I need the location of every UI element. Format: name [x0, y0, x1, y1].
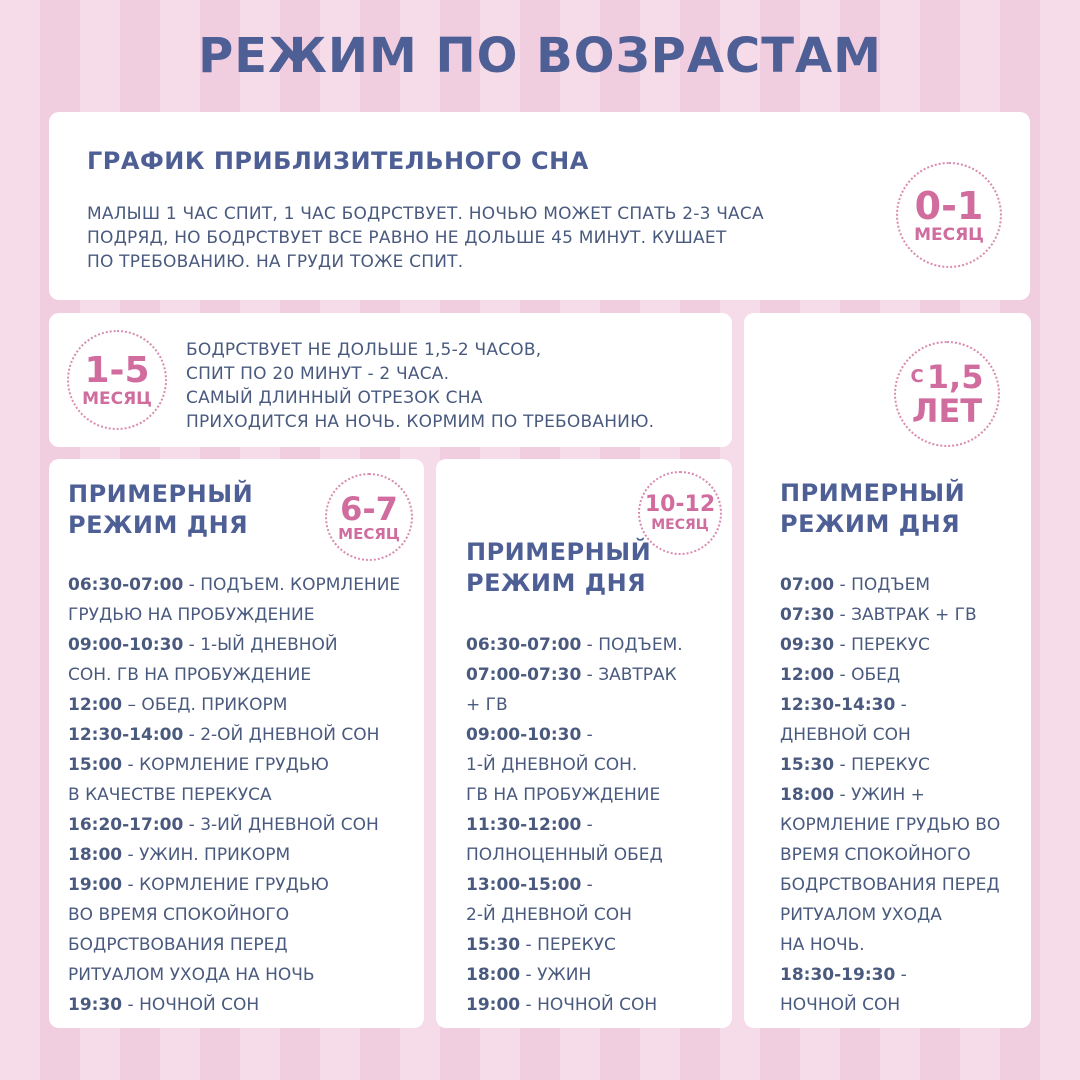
card-1-5-line: САМЫЙ ДЛИННЫЙ ОТРЕЗОК СНА — [186, 388, 483, 408]
schedule-list — [68, 570, 400, 1020]
schedule-description: - ПЕРЕКУС — [834, 635, 930, 655]
schedule-list — [780, 570, 1000, 1020]
heading-line: РЕЖИМ ДНЯ — [466, 569, 647, 597]
heading-line: ПРИМЕРНЫЙ — [466, 538, 652, 566]
schedule-time: 11:30-12:00 — [466, 815, 582, 835]
schedule-line — [466, 690, 683, 720]
schedule-line — [68, 660, 400, 690]
schedule-line — [780, 570, 1000, 600]
schedule-description: БОДРСТВОВАНИЯ ПЕРЕД — [68, 935, 288, 955]
schedule-line — [68, 780, 400, 810]
schedule-description: - ПОДЪЕМ. — [581, 635, 683, 655]
schedule-description: - ЗАВТРАК + ГВ — [834, 605, 977, 625]
schedule-time: 09:00-10:30 — [466, 725, 582, 745]
badge-number: 1-5 — [84, 349, 150, 391]
schedule-description: ВО ВРЕМЯ СПОКОЙНОГО — [68, 905, 290, 925]
schedule-description: РИТУАЛОМ УХОДА — [780, 905, 942, 925]
age-badge-1-5-years — [894, 341, 1000, 447]
schedule-description: - ОБЕД — [834, 665, 901, 685]
schedule-description: ВРЕМЯ СПОКОЙНОГО — [780, 845, 971, 865]
schedule-description: - ПОДЪЕМ. КОРМЛЕНИЕ — [183, 575, 401, 595]
schedule-line — [780, 630, 1000, 660]
schedule-line — [780, 990, 1000, 1020]
schedule-line — [68, 630, 400, 660]
schedule-line — [68, 840, 400, 870]
schedule-description: 2-Й ДНЕВНОЙ СОН — [466, 905, 632, 925]
badge-unit: МЕСЯЦ — [338, 524, 400, 543]
schedule-time: 07:00 — [780, 575, 835, 595]
schedule-line — [780, 960, 1000, 990]
age-badge-1-5 — [67, 330, 167, 430]
schedule-description: ГРУДЬЮ НА ПРОБУЖДЕНИЕ — [68, 605, 315, 625]
schedule-description: - УЖИН — [520, 965, 592, 985]
schedule-line — [68, 750, 400, 780]
schedule-time: 07:30 — [780, 605, 835, 625]
card-1-5-line: ПРИХОДИТСЯ НА НОЧЬ. КОРМИМ ПО ТРЕБОВАНИЮ. — [186, 412, 655, 432]
schedule-line — [780, 930, 1000, 960]
schedule-time: 13:00-15:00 — [466, 875, 582, 895]
schedule-line — [68, 600, 400, 630]
schedule-time: 07:00-07:30 — [466, 665, 582, 685]
schedule-line — [780, 870, 1000, 900]
schedule-time: 19:00 — [68, 875, 123, 895]
schedule-description: НОЧНОЙ СОН — [780, 995, 901, 1015]
schedule-line — [466, 840, 683, 870]
schedule-description: – ОБЕД. ПРИКОРМ — [122, 695, 288, 715]
schedule-time: 18:00 — [780, 785, 835, 805]
heading-line: РЕЖИМ ДНЯ — [68, 511, 249, 539]
badge-number: 1,5 — [926, 358, 984, 396]
schedule-line — [466, 660, 683, 690]
card-1-5-years — [744, 313, 1031, 1028]
heading-line: ПРИМЕРНЫЙ — [68, 480, 254, 508]
badge-unit: ЛЕТ — [911, 392, 983, 430]
schedule-line — [780, 720, 1000, 750]
schedule-description: - ПЕРЕКУС — [520, 935, 616, 955]
schedule-time: 16:20-17:00 — [68, 815, 184, 835]
card-1-5-text — [186, 338, 726, 434]
schedule-time: 12:00 — [68, 695, 123, 715]
schedule-description: - УЖИН. ПРИКОРМ — [122, 845, 291, 865]
schedule-description: ГВ НА ПРОБУЖДЕНИЕ — [466, 785, 661, 805]
badge-number: 0-1 — [914, 183, 984, 228]
badge-number: 6-7 — [340, 489, 398, 528]
schedule-description: - КОРМЛЕНИЕ ГРУДЬЮ — [122, 755, 329, 775]
badge-number: 10-12 — [644, 492, 716, 517]
page-title: РЕЖИМ ПО ВОЗРАСТАМ — [198, 28, 882, 84]
schedule-description: - ЗАВТРАК — [581, 665, 677, 685]
card-0-1-line: МАЛЫШ 1 ЧАС СПИТ, 1 ЧАС БОДРСТВУЕТ. НОЧЬЮ МОЖЕТ СПАТЬ 2-3 ЧАСА — [87, 204, 764, 224]
schedule-time: 15:30 — [466, 935, 521, 955]
schedule-line — [466, 630, 683, 660]
schedule-description: + ГВ — [466, 695, 508, 715]
badge-unit: МЕСЯЦ — [914, 224, 984, 245]
schedule-line — [68, 810, 400, 840]
schedule-time: 18:00 — [68, 845, 123, 865]
schedule-time: 19:30 — [68, 995, 123, 1015]
schedule-description: - НОЧНОЙ СОН — [520, 995, 658, 1015]
schedule-description: КОРМЛЕНИЕ ГРУДЬЮ ВО — [780, 815, 1001, 835]
schedule-line — [780, 810, 1000, 840]
card-0-1-line: ПОДРЯД, НО БОДРСТВУЕТ ВСЕ РАВНО НЕ ДОЛЬШЕ 45 МИНУТ. КУШАЕТ — [87, 228, 727, 248]
schedule-line — [466, 960, 683, 990]
schedule-line — [68, 900, 400, 930]
heading-line: РЕЖИМ ДНЯ — [780, 510, 961, 538]
badge-unit: МЕСЯЦ — [651, 517, 709, 533]
schedule-description: - — [581, 875, 593, 895]
schedule-time: 18:30-19:30 — [780, 965, 896, 985]
card-6-7-month — [49, 459, 424, 1028]
card-10-12-month — [436, 459, 732, 1028]
schedule-time: 12:30-14:30 — [780, 695, 896, 715]
schedule-description: - УЖИН + — [834, 785, 925, 805]
schedule-line — [780, 600, 1000, 630]
schedule-line — [68, 930, 400, 960]
schedule-description: - НОЧНОЙ СОН — [122, 995, 260, 1015]
schedule-time: 06:30-07:00 — [68, 575, 184, 595]
schedule-line — [68, 960, 400, 990]
schedule-line — [68, 990, 400, 1020]
schedule-line — [780, 690, 1000, 720]
schedule-line — [466, 750, 683, 780]
badge-row — [910, 358, 984, 396]
schedule-description: - — [581, 815, 593, 835]
card-0-1-heading: ГРАФИК ПРИБЛИЗИТЕЛЬНОГО СНА — [87, 147, 589, 175]
schedule-description: 1-Й ДНЕВНОЙ СОН. — [466, 755, 638, 775]
schedule-time: 15:30 — [780, 755, 835, 775]
card-0-1-line: ПО ТРЕБОВАНИЮ. НА ГРУДИ ТОЖЕ СПИТ. — [87, 252, 464, 272]
schedule-line — [780, 840, 1000, 870]
schedule-line — [780, 780, 1000, 810]
schedule-description: - ПЕРЕКУС — [834, 755, 930, 775]
schedule-list — [466, 630, 683, 1020]
schedule-line — [466, 990, 683, 1020]
card-1-5-month — [49, 313, 732, 447]
schedule-description: РИТУАЛОМ УХОДА НА НОЧЬ — [68, 965, 315, 985]
card-1-5-years-heading — [780, 478, 965, 540]
card-0-1-text — [87, 202, 887, 274]
card-10-12-heading — [466, 537, 651, 599]
schedule-time: 19:00 — [466, 995, 521, 1015]
schedule-line — [466, 810, 683, 840]
schedule-description: - 1-ЫЙ ДНЕВНОЙ — [183, 635, 338, 655]
schedule-line — [780, 750, 1000, 780]
schedule-description: - КОРМЛЕНИЕ ГРУДЬЮ — [122, 875, 329, 895]
schedule-description: ДНЕВНОЙ СОН — [780, 725, 911, 745]
schedule-time: 09:00-10:30 — [68, 635, 184, 655]
age-badge-0-1 — [896, 162, 1002, 268]
schedule-description: - 3-ИЙ ДНЕВНОЙ СОН — [183, 815, 379, 835]
schedule-time: 12:30-14:00 — [68, 725, 184, 745]
schedule-line — [466, 900, 683, 930]
schedule-time: 15:00 — [68, 755, 123, 775]
schedule-time: 09:30 — [780, 635, 835, 655]
card-1-5-line: СПИТ ПО 20 МИНУТ - 2 ЧАСА. — [186, 364, 450, 384]
age-badge-6-7 — [325, 473, 413, 561]
schedule-description: ПОЛНОЦЕННЫЙ ОБЕД — [466, 845, 663, 865]
schedule-line — [466, 780, 683, 810]
schedule-description: НА НОЧЬ. — [780, 935, 865, 955]
schedule-description: - 2-ОЙ ДНЕВНОЙ СОН — [183, 725, 380, 745]
schedule-description: - — [581, 725, 593, 745]
schedule-description: СОН. ГВ НА ПРОБУЖДЕНИЕ — [68, 665, 312, 685]
schedule-line — [466, 720, 683, 750]
heading-line: ПРИМЕРНЫЙ — [780, 479, 966, 507]
card-1-5-line: БОДРСТВУЕТ НЕ ДОЛЬШЕ 1,5-2 ЧАСОВ, — [186, 340, 542, 360]
schedule-description: - ПОДЪЕМ — [834, 575, 931, 595]
schedule-line — [466, 870, 683, 900]
schedule-line — [68, 690, 400, 720]
badge-prefix: С — [910, 366, 924, 387]
schedule-description: В КАЧЕСТВЕ ПЕРЕКУСА — [68, 785, 272, 805]
card-6-7-heading — [68, 479, 253, 541]
badge-unit: МЕСЯЦ — [82, 388, 152, 409]
schedule-description: - — [895, 695, 907, 715]
schedule-time: 18:00 — [466, 965, 521, 985]
schedule-description: - — [895, 965, 907, 985]
schedule-time: 12:00 — [780, 665, 835, 685]
schedule-line — [68, 870, 400, 900]
schedule-line — [68, 570, 400, 600]
schedule-line — [780, 900, 1000, 930]
schedule-time: 06:30-07:00 — [466, 635, 582, 655]
schedule-description: БОДРСТВОВАНИЯ ПЕРЕД — [780, 875, 1000, 895]
schedule-line — [466, 930, 683, 960]
schedule-line — [780, 660, 1000, 690]
card-0-1-month — [49, 112, 1030, 300]
schedule-line — [68, 720, 400, 750]
